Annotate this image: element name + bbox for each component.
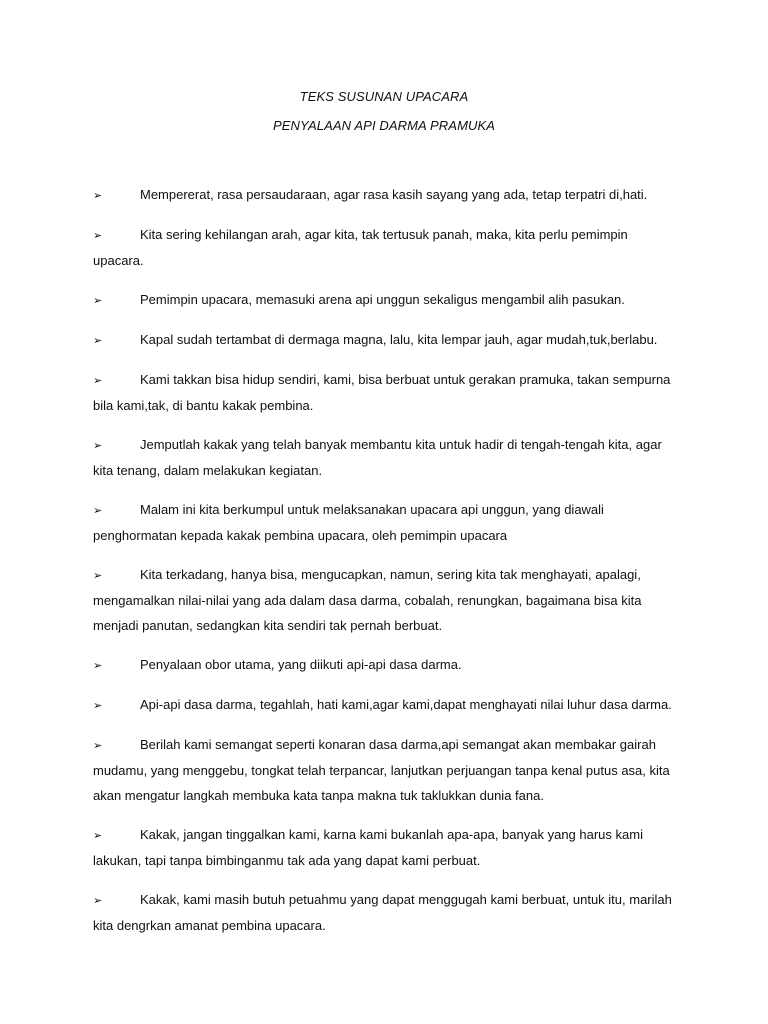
arrow-bullet-icon: ➢ xyxy=(93,739,103,752)
list-item-text: Berilah kami semangat seperti konaran dasa darma,api semangat akan membakar gairah mudamu, yang menggebu, tongkat telah terpancar, lanjutkan perjuangan tanpa kenal putus asa, kita akan mengatur langkah membuka kata tanpa makna tuk taklukkan dunia fana. xyxy=(93,737,670,803)
list-item-text: Kakak, jangan tinggalkan kami, karna kami bukanlah apa-apa, banyak yang harus kami lakukan, tapi tanpa bimbinganmu tak ada yang dapat kami perbuat. xyxy=(93,827,643,868)
arrow-bullet-icon: ➢ xyxy=(93,659,103,672)
list-item-text: Malam ini kita berkumpul untuk melaksanakan upacara api unggun, yang diawali penghormatan kepada kakak pembina upacara, oleh pemimpin upacara xyxy=(93,502,604,543)
list-item-text: Mempererat, rasa persaudaraan, agar rasa kasih sayang yang ada, tetap terpatri di,hati. xyxy=(140,187,648,202)
arrow-bullet-icon: ➢ xyxy=(93,439,103,452)
arrow-bullet-icon: ➢ xyxy=(93,569,103,582)
list-item-text: Pemimpin upacara, memasuki arena api unggun sekaligus mengambil alih pasukan. xyxy=(140,292,625,307)
list-item-text: Api-api dasa darma, tegahlah, hati kami,agar kami,dapat menghayati nilai luhur dasa darma. xyxy=(140,697,672,712)
list-item-text: Jemputlah kakak yang telah banyak membantu kita untuk hadir di tengah-tengah kita, agar kita tenang, dalam melakukan kegiatan. xyxy=(93,437,662,478)
list-item xyxy=(93,887,675,938)
list-item xyxy=(93,327,675,353)
arrow-bullet-icon: ➢ xyxy=(93,374,103,387)
list-item xyxy=(93,182,675,208)
list-item-text: Kita terkadang, hanya bisa, mengucapkan, namun, sering kita tak menghayati, apalagi, mengamalkan nilai-nilai yang ada dalam dasa darma, cobalah, renungkan, bagaimana bisa kita menjadi panutan, sedangkan kita sendiri tak pernah berbuat. xyxy=(93,567,642,633)
list-item xyxy=(93,652,675,678)
list-item xyxy=(93,822,675,873)
list-item xyxy=(93,562,675,638)
list-item-text: Kita sering kehilangan arah, agar kita, tak tertusuk panah, maka, kita perlu pemimpin upacara. xyxy=(93,227,628,268)
list-item xyxy=(93,222,675,273)
arrow-bullet-icon: ➢ xyxy=(93,189,103,202)
list-item-text: Penyalaan obor utama, yang diikuti api-api dasa darma. xyxy=(140,657,462,672)
list-item xyxy=(93,432,675,483)
arrow-bullet-icon: ➢ xyxy=(93,829,103,842)
arrow-bullet-icon: ➢ xyxy=(93,894,103,907)
list-item xyxy=(93,692,675,718)
list-item-text: Kapal sudah tertambat di dermaga magna, lalu, kita lempar jauh, agar mudah,tuk,berlabu. xyxy=(140,332,658,347)
document-subtitle: PENYALAAN API DARMA PRAMUKA xyxy=(272,118,496,133)
document-title: TEKS SUSUNAN UPACARA xyxy=(299,89,469,104)
list-item-text: Kami takkan bisa hidup sendiri, kami, bisa berbuat untuk gerakan pramuka, takan sempurna bila kami,tak, di bantu kakak pembina. xyxy=(93,372,671,413)
list-item xyxy=(93,732,675,808)
arrow-bullet-icon: ➢ xyxy=(93,229,103,242)
list-item xyxy=(93,287,675,313)
bullet-list xyxy=(93,182,675,938)
arrow-bullet-icon: ➢ xyxy=(93,504,103,517)
list-item xyxy=(93,367,675,418)
list-item-text: Kakak, kami masih butuh petuahmu yang dapat menggugah kami berbuat, untuk itu, marilah kita dengrkan amanat pembina upacara. xyxy=(93,892,672,933)
arrow-bullet-icon: ➢ xyxy=(93,699,103,712)
arrow-bullet-icon: ➢ xyxy=(93,334,103,347)
list-item xyxy=(93,497,675,548)
arrow-bullet-icon: ➢ xyxy=(93,294,103,307)
